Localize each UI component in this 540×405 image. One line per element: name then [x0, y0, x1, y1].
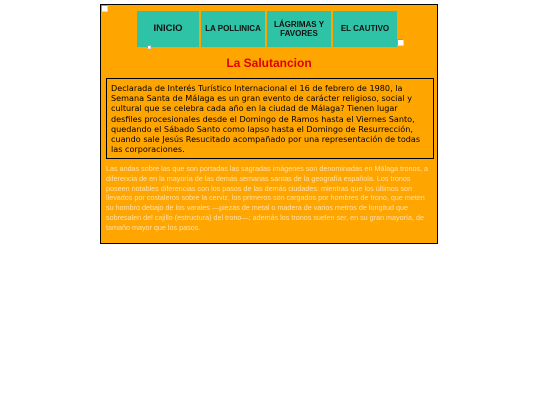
broken-image-icon [397, 39, 404, 46]
broken-image-icon [147, 45, 151, 49]
nav-item-inicio[interactable]: INICIO [137, 11, 199, 47]
page-frame [100, 4, 438, 244]
nav-item-el-cautivo[interactable]: EL CAUTIVO [333, 11, 397, 47]
description-box: Declarada de Interés Turístico Internacional el 16 de febrero de 1980, la Semana Santa de Málaga es un gran evento de carácter religioso, social y cultural que se celebra cada año en la ciudad de Málaga? Tienen lugar desfiles procesionales desde el Domingo de Ramos hasta el Viernes Santo, quedando el Sábado Santo como lapso hasta el Domingo de Resurrección, cuando sale Jesús Resucitado acompañado por una representación de todas las corporaciones. [106, 78, 434, 159]
nav-item-la-pollinica[interactable]: LA POLLINICA [201, 11, 265, 47]
nav-item-lagrimas-y-favores[interactable]: LÁGRIMAS Y FAVORES [267, 11, 331, 47]
main-nav [137, 11, 397, 47]
body-paragraph: Las andas sobre las que son portadas las sagradas imágenes son denominadas en Málaga tronos, a diferencia de en la mayoría de las demás semanas santas de la geografía española. Los tronos poseen notables diferencias con los pasos de las demás ciudades: mientras que los últimos son llevados por costaleros sobre la cerviz, los primeros son cargados por hombres de trono, que meten su hombro debajo de los varales —piezas de metal o madera de varios metros de longitud que sobresalen del cajillo (estructura) del trono—; además los tronos suelen ser, en su gran mayoría, de tamaño mayor que los pasos. [106, 164, 429, 232]
page-title: La Salutancion [226, 56, 312, 70]
broken-image-icon [101, 5, 108, 12]
